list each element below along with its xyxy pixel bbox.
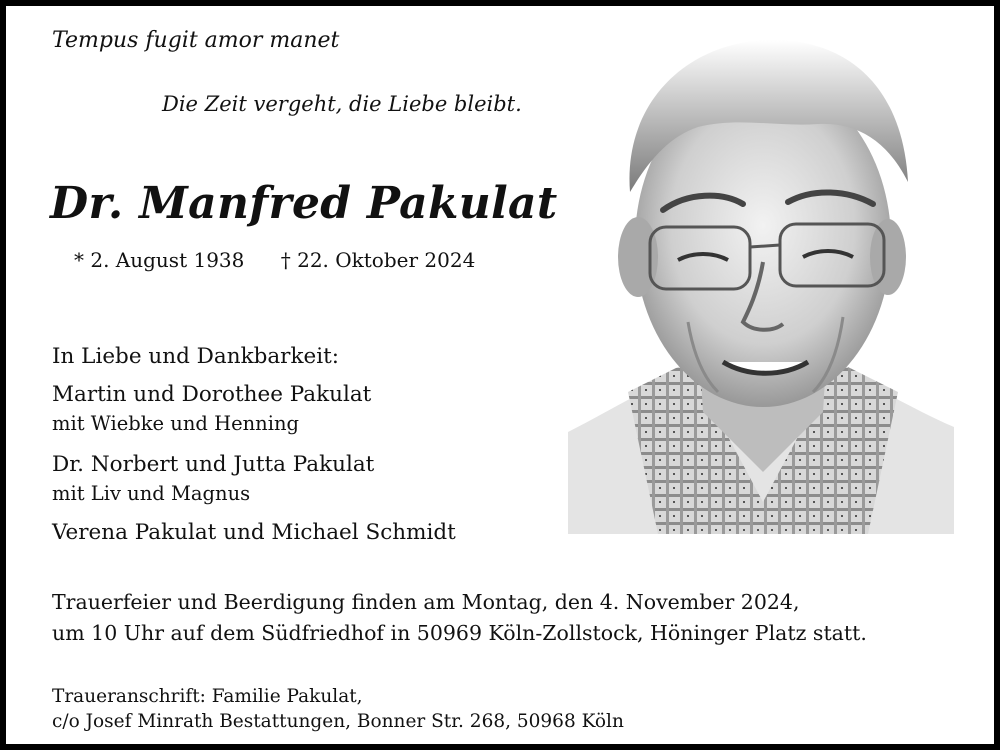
portrait-photo [568,32,954,534]
birth-date: * 2. August 1938 [74,248,245,272]
family-line: Martin und Dorothee Pakulat [52,382,372,407]
motto-latin: Tempus fugit amor manet [52,28,340,53]
funeral-info-line: um 10 Uhr auf dem Südfriedhof in 50969 Köln-Zollstock, Höninger Platz statt. [52,621,867,645]
family-line: Dr. Norbert und Jutta Pakulat [52,452,375,477]
dedication-intro: In Liebe und Dankbarkeit: [52,344,339,369]
death-date: † 22. Oktober 2024 [280,248,476,272]
family-subline: mit Wiebke und Henning [52,412,300,435]
life-dates [74,248,475,272]
mourning-address-line: c/o Josef Minrath Bestattungen, Bonner Str. 268, 50968 Köln [52,711,624,732]
family-line: Verena Pakulat und Michael Schmidt [52,520,456,545]
mourning-address-line: Traueranschrift: Familie Pakulat, [52,686,363,707]
family-subline: mit Liv und Magnus [52,482,251,505]
portrait-photo-icon [568,32,954,534]
motto-german: Die Zeit vergeht, die Liebe bleibt. [162,92,522,116]
funeral-info-line: Trauerfeier und Beerdigung finden am Montag, den 4. November 2024, [52,590,800,614]
deceased-name: Dr. Manfred Pakulat [50,178,558,229]
